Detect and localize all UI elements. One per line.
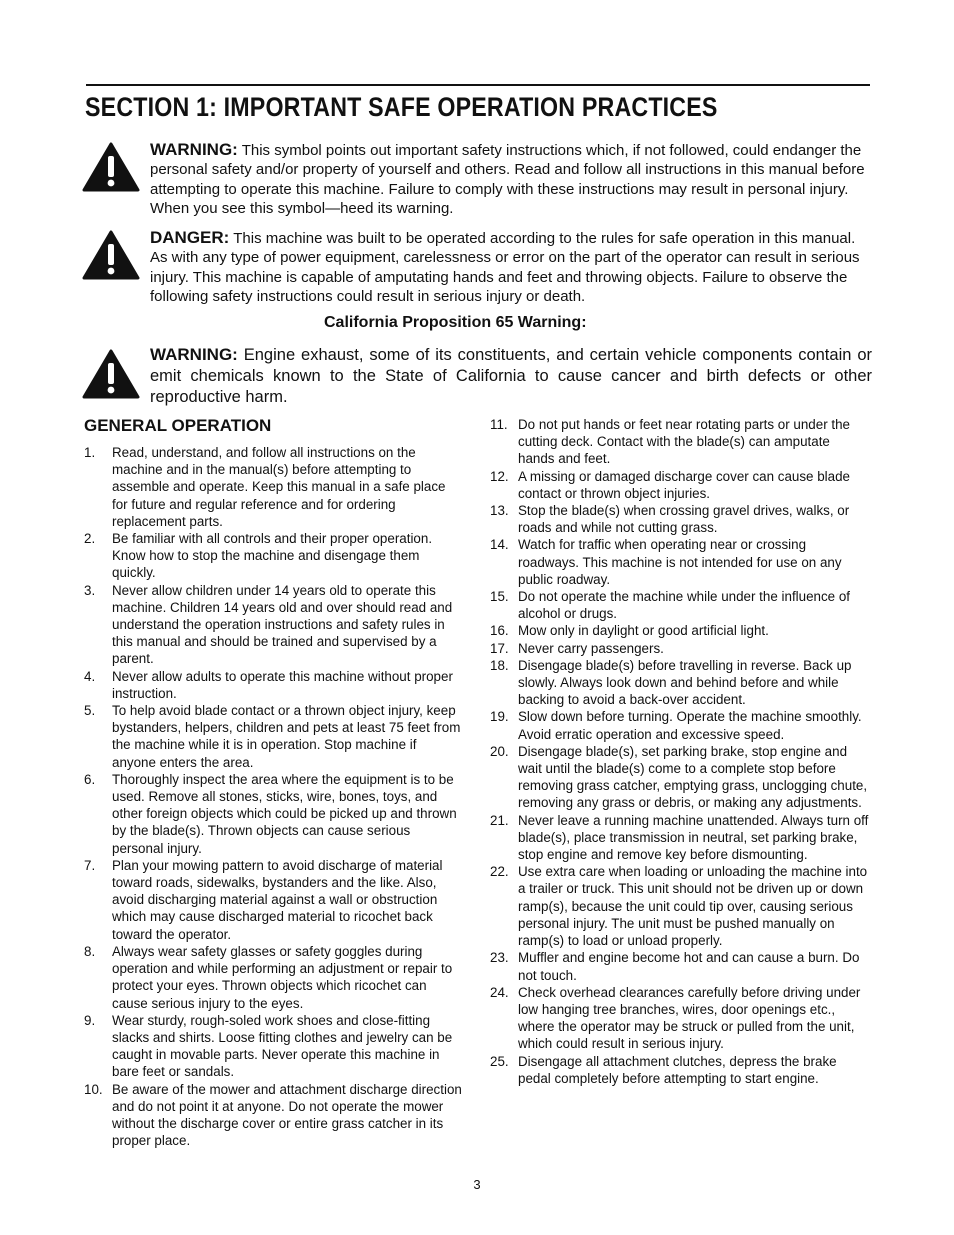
- list-item: [84, 444, 464, 530]
- item-number: 1.: [84, 445, 96, 460]
- item-text: Stop the blade(s) when crossing gravel drives, walks, or roads and while not cutting grass.: [518, 503, 850, 536]
- danger-paragraph: [150, 228, 872, 306]
- item-text: Disengage blade(s), set parking brake, stop engine and wait until the blade(s) come to a complete stop before removing grass catcher, emptying grass, unclogging chute, removing any grass or debris, or making any adjustments.: [518, 743, 868, 811]
- prop65-text: Engine exhaust, some of its constituents, and certain vehicle components contain or emit chemicals known to the State of California to cause cancer and birth defects or other reproductive harm.: [150, 346, 872, 406]
- list-item: [84, 668, 464, 702]
- item-number: 20.: [490, 743, 509, 759]
- item-text: Never allow adults to operate this machine without proper instruction.: [112, 668, 453, 701]
- item-number: 10.: [84, 1081, 103, 1097]
- item-text: Read, understand, and follow all instructions on the machine and in the manual(s) before attempting to assemble and operate. Keep this manual in a safe place for future and regular reference and for ordering replacement parts.: [112, 445, 446, 529]
- item-number: 9.: [84, 1012, 96, 1028]
- list-item: [84, 1012, 464, 1081]
- danger-label: DANGER:: [150, 228, 230, 247]
- item-number: 24.: [490, 984, 509, 1000]
- item-number: 15.: [490, 589, 509, 605]
- item-number: 22.: [490, 864, 509, 880]
- exclamation-triangle-icon: [82, 230, 140, 280]
- item-number: 4.: [84, 668, 96, 684]
- item-text: To help avoid blade contact or a thrown object injury, keep bystanders, helpers, children and pets at least 75 feet from the machine while it is in operation. Stop machine if anyone enters the area.: [112, 703, 461, 770]
- list-item: [490, 536, 870, 588]
- item-text: Plan your mowing pattern to avoid discharge of material toward roads, sidewalks, bystanders and the like. Also, avoid discharging material against a wall or obstruction which may cause discharged material to ricochet back toward the operator.: [112, 857, 443, 942]
- list-item: [84, 530, 464, 582]
- list-item: [84, 702, 464, 771]
- item-number: 13.: [490, 503, 509, 519]
- section-title: SECTION 1: IMPORTANT SAFE OPERATION PRACTICES: [85, 92, 718, 122]
- item-text: Mow only in daylight or good artificial light.: [518, 623, 769, 639]
- item-text: Thoroughly inspect the area where the equipment is to be used. Remove all stones, sticks, wire, bones, toys, and other foreign objects which could be picked up and thrown by the blade(s). Thrown objects can cause serious personal injury.: [112, 771, 457, 856]
- list-item: [490, 708, 870, 742]
- list-item: [84, 1081, 464, 1150]
- item-number: 25.: [490, 1053, 509, 1069]
- item-number: 19.: [490, 709, 509, 725]
- list-item: [490, 502, 870, 536]
- rules-list-right: [490, 416, 870, 1087]
- danger-text: This machine was built to be operated according to the rules for safe operation in this manual. As with any type of power equipment, carelessness or error on the part of the operator can result in serious injury. This machine is capable of amputating hands and feet and throwing objects. Failure to observe the following safety instructions could result in serious injury or death.: [150, 230, 860, 305]
- item-text: Wear sturdy, rough-soled work shoes and close-fitting slacks and shirts. Loose fitting clothes and jewelry can be caught in movable parts. Never operate this machine in bare feet or sandals.: [112, 1012, 453, 1080]
- list-item: [84, 771, 464, 857]
- prop65-label: WARNING:: [150, 345, 238, 364]
- item-number: 2.: [84, 531, 96, 547]
- warning-paragraph: [150, 140, 872, 218]
- item-text: Check overhead clearances carefully before driving under low hanging tree branches, wires, door openings etc., where the operator may be struck or pulled from the unit, which could result in serious injury.: [518, 984, 861, 1052]
- list-item: [490, 640, 870, 657]
- item-text: Never allow children under 14 years old to operate this machine. Children 14 years old and over should read and understand the operation instructions and safety rules in this manual and should be trained and supervised by a parent.: [112, 582, 453, 667]
- general-operation-heading: GENERAL OPERATION: [84, 416, 272, 435]
- item-number: 11.: [490, 417, 508, 432]
- list-item: [84, 943, 464, 1012]
- item-number: 3.: [84, 582, 96, 598]
- item-text: A missing or damaged discharge cover can cause blade contact or thrown object injuries.: [518, 468, 850, 501]
- item-text: Slow down before turning. Operate the machine smoothly. Avoid erratic operation and excessive speed.: [518, 709, 862, 742]
- warning-text: This symbol points out important safety instructions which, if not followed, could endanger the personal safety and/or property of yourself and others. Read and follow all instructions in this manual before attempting to operate this machine. Failure to comply with these instructions may result in personal injury. When you see this symbol—heed its warning.: [150, 142, 865, 217]
- list-item: [490, 863, 870, 949]
- item-number: 7.: [84, 857, 96, 873]
- list-item: [490, 743, 870, 812]
- item-text: Always wear safety glasses or safety goggles during operation and while performing an adjustment or repair to protect your eyes. Thrown objects which ricochet can cause serious injury to the eyes.: [112, 943, 453, 1011]
- item-text: Watch for traffic when operating near or crossing roadways. This machine is not intended for use on any public roadway.: [518, 537, 842, 587]
- item-number: 5.: [84, 703, 96, 719]
- item-number: 21.: [490, 812, 509, 828]
- list-item: [490, 416, 870, 468]
- exclamation-triangle-icon: [82, 349, 140, 399]
- item-text: Do not operate the machine while under the influence of alcohol or drugs.: [518, 589, 851, 622]
- page-number: 3: [473, 1177, 481, 1192]
- item-text: Use extra care when loading or unloading the machine into a trailer or truck. This unit should not be driven up or down ramp(s), because the unit could tip over, causing serious personal injury. The unit must be pushed manually on ramp(s) to load or unload properly.: [518, 864, 868, 949]
- title-rule: [86, 84, 870, 86]
- item-text: Be familiar with all controls and their proper operation. Know how to stop the machine and disengage them quickly.: [112, 531, 433, 581]
- list-item: [490, 622, 870, 639]
- item-number: 17.: [490, 640, 509, 656]
- list-item: [490, 812, 870, 864]
- list-item: [490, 657, 870, 709]
- item-number: 8.: [84, 943, 96, 959]
- list-item: [84, 857, 464, 943]
- list-item: [490, 468, 870, 502]
- item-text: Never leave a running machine unattended. Always turn off blade(s), place transmission in neutral, set parking brake, stop engine and remove key before dismounting.: [518, 812, 869, 863]
- item-text: Never carry passengers.: [518, 640, 664, 656]
- exclamation-triangle-icon: [82, 142, 140, 192]
- item-text: Do not put hands or feet near rotating parts or under the cutting deck. Contact with the blade(s) can amputate hands and feet.: [518, 417, 851, 467]
- item-number: 16.: [490, 623, 509, 639]
- rules-list-left: [84, 444, 464, 1149]
- warning-label: WARNING:: [150, 140, 238, 159]
- list-item: [490, 1053, 870, 1087]
- item-number: 6.: [84, 771, 96, 787]
- item-text: Disengage all attachment clutches, depress the brake pedal completely before attempting to start engine.: [518, 1053, 837, 1086]
- prop65-paragraph: [150, 344, 872, 408]
- list-item: [84, 582, 464, 668]
- item-number: 23.: [490, 950, 509, 966]
- list-item: [490, 588, 870, 622]
- item-number: 14.: [490, 537, 509, 553]
- item-number: 18.: [490, 657, 509, 673]
- item-text: Be aware of the mower and attachment discharge direction and do not point it at anyone. Do not operate the mower without the discharge cover or entire grass catcher in its proper place.: [112, 1081, 462, 1149]
- list-item: [490, 949, 870, 983]
- item-text: Muffler and engine become hot and can cause a burn. Do not touch.: [518, 950, 860, 983]
- item-number: 12.: [490, 468, 509, 484]
- item-text: Disengage blade(s) before travelling in reverse. Back up slowly. Always look down and behind before and while backing to avoid a back-over accident.: [518, 657, 852, 708]
- prop65-heading: California Proposition 65 Warning:: [324, 314, 587, 331]
- list-item: [490, 984, 870, 1053]
